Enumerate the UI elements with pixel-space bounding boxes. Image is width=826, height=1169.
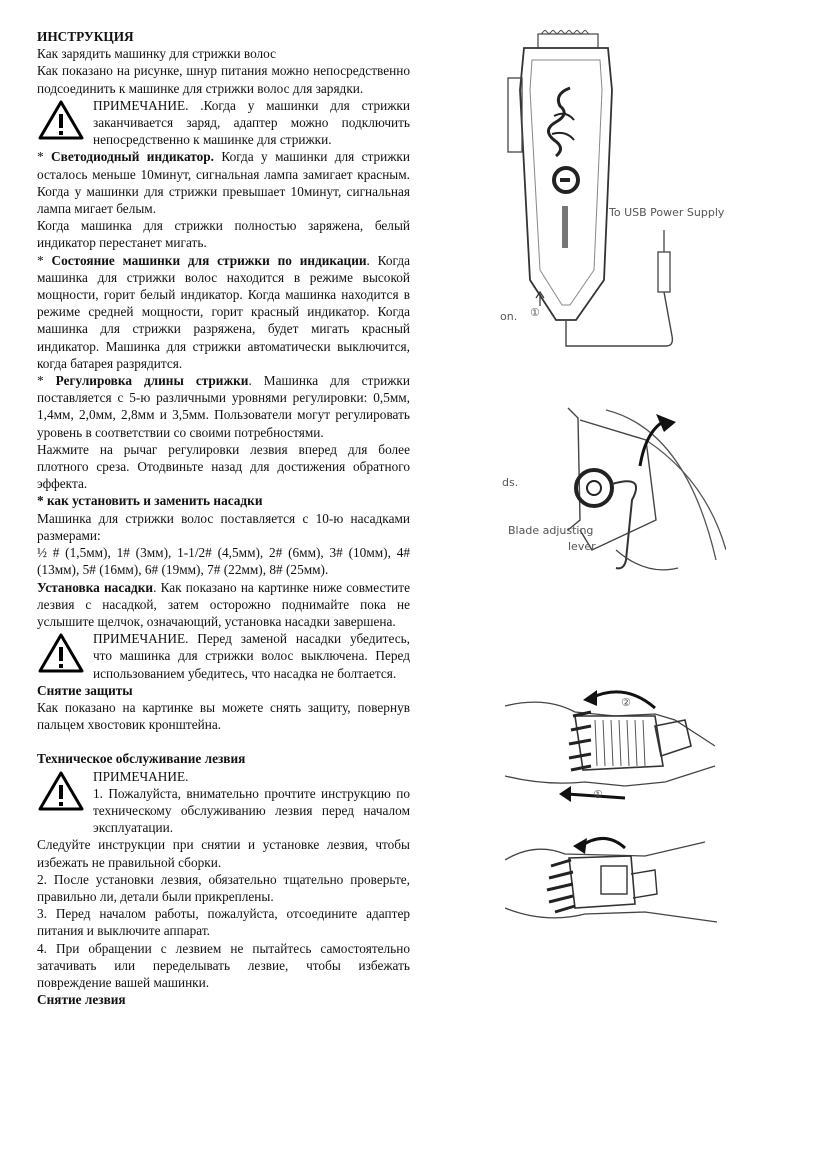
page-title: ИНСТРУКЦИЯ <box>37 29 134 44</box>
state-text: Когда машинка для стрижки волос находится в режиме высокой мощности, горит белый индикатор. Когда машинка находится в режиме средней мощности, горит красный индикатор. Когда машинка для стрижки разряжена, будет мигать красный индикатор. Машинка для стрижки автоматически выключится, когда батарея разрядится. <box>37 252 410 371</box>
note-3-head: ПРИМЕЧАНИЕ. <box>93 768 189 784</box>
fig3-marker-1: ① <box>593 788 603 801</box>
blade-lever-label-1: Blade adjusting <box>508 524 594 537</box>
charge-heading: Как зарядить машинку для стрижки волос <box>37 46 277 62</box>
note-block-1 <box>37 97 410 149</box>
fig3-marker-2: ② <box>621 696 631 709</box>
install-paragraph: Установка насадки. Как показано на картинке ниже совместите лезвия с насадкой, затем осторожно поднимайте пока не услышите щелчок, означающий, установка насадки завершена. <box>37 579 410 629</box>
warning-triangle-icon <box>37 99 93 143</box>
remove-blade-title: Снятие лезвия <box>37 992 126 1008</box>
maint-step-4: 4. При обращении с лезвием не пытайтесь самостоятельно затачивать или переделывать лезвие, чтобы избежать повреждение вашей машинки. <box>37 940 410 990</box>
usb-supply-label: To USB Power Supply <box>609 206 725 219</box>
note-3-body <box>93 768 410 837</box>
attach-title: * как установить и заменить насадки <box>37 493 263 509</box>
note-3-text: 1. Пожалуйста, внимательно прочтите инструкцию по техническому обслуживанию лезвия перед началом эксплуатации. <box>93 785 410 836</box>
clipper-charging-figure <box>496 30 726 350</box>
instruction-column <box>37 28 410 1008</box>
maint-follow: Следуйте инструкции при снятии и установке лезвия, чтобы избежать не правильной сборки. <box>37 837 410 870</box>
note-1-text: ПРИМЕЧАНИЕ. .Когда у машинки для стрижки заканчивается заряд, адаптер можно подключить непосредственно к машинке для стрижки. <box>93 97 410 148</box>
state-paragraph: * Состояние машинки для стрижки по индикации. Когда машинка для стрижки волос находится в режиме высокой мощности, горит белый индикатор. Когда машинка находится в режиме средней мощности, горит красный индикатор. Когда машинка для стрижки разряжена, будет мигать красный индикатор. Машинка для стрижки автоматически выключится, когда батарея разрядится. <box>37 252 410 371</box>
comb-installed-figure <box>505 832 720 924</box>
length-text: Машинка для стрижки поставляется с 5-ю различными уровнями регулировки: 0,5мм, 1,4мм, 2,0мм, 2,8мм и 3,5мм. Пользователи могут регулировать уровень в соответствии со своими потребностями. <box>37 373 410 440</box>
led-paragraph: * Светодиодный индикатор. Когда у машинки для стрижки осталось меньше 10минут, сигнальная лампа замигает красным. Когда у машинки для стрижки превышает 10минут, сигнальная лампа мигает белым. <box>37 149 411 217</box>
state-title: Состояние машинки для стрижки по индикации <box>51 252 367 268</box>
maint-step-2: 2. После установки лезвия, обязательно тщательно проверьте, правильно ли, детали были прикреплены. <box>37 871 410 904</box>
attach-comb-figure <box>505 686 723 808</box>
note-block-3 <box>37 768 410 837</box>
led-full-text: Когда машинка для стрижки полностью заряжена, белый индикатор перестанет мигать. <box>37 218 410 251</box>
warning-triangle-icon <box>37 770 93 814</box>
note-block-2 <box>37 630 410 682</box>
remove-guard-text: Как показано на картинке вы можете снять защиту, повернув пальцем хвостовик кронштейна. <box>37 699 410 733</box>
warning-triangle-icon <box>37 632 93 676</box>
length-title: Регулировка длины стрижки <box>55 373 249 389</box>
length-paragraph: * Регулировка длины стрижки. Машинка для стрижки поставляется с 5-ю различными уровнями регулировки: 0,5мм, 1,4мм, 2,0мм, 2,8мм и 3,5мм. Пользователи могут регулировать уровень в соответствии со своими потребностями. <box>37 373 410 440</box>
install-text: Как показано на картинке ниже совместите лезвия с насадкой, затем осторожно поднимайте пока не услышите щелчок, означающий, установка насадки завершена. <box>37 579 410 629</box>
lever-text: Нажмите на рычаг регулировки лезвия вперед для более плотного среза. Отодвиньте назад для достижения обратного эффекта. <box>37 441 410 492</box>
maint-step-3: 3. Перед началом работы, пожалуйста, отсоедините адаптер питания и выключите аппарат. <box>37 906 410 939</box>
note-2-text: ПРИМЕЧАНИЕ. Перед заменой насадки убедитесь, что машинка для стрижки волос выключена. Перед использованием убедитесь, что насадка не болтается. <box>93 631 410 681</box>
charge-text: Как показано на рисунке, шнур питания можно непосредственно подсоединить к машинке для стрижки волос для зарядки. <box>37 63 410 96</box>
fig1-marker: ① <box>530 306 540 319</box>
attach-text: Машинка для стрижки волос поставляется с 10-ю насадками размерами: <box>37 510 410 543</box>
remove-guard-title: Снятие защиты <box>37 682 133 698</box>
led-title: Светодиодный индикатор. <box>51 149 214 165</box>
fig1-edge-text: on. <box>500 310 518 323</box>
blade-lever-figure <box>496 400 726 580</box>
blade-lever-label-2: lever <box>568 540 596 553</box>
led-text: Когда у машинки для стрижки осталось меньше 10минут, сигнальная лампа замигает красным. Когда у машинки для стрижки превышает 10минут, сигнальная лампа мигает белым. <box>37 149 411 217</box>
install-title: Установка насадки <box>37 579 154 595</box>
attach-sizes: ½ # (1,5мм), 1# (3мм), 1-1/2# (4,5мм), 2# (6мм), 3# (10мм), 4# (13мм), 5# (16мм), 6# (19мм), 7# (22мм), 8# (25мм). <box>37 545 410 578</box>
maint-title: Техническое обслуживание лезвия <box>37 751 246 767</box>
fig2-edge-text: ds. <box>502 476 519 489</box>
